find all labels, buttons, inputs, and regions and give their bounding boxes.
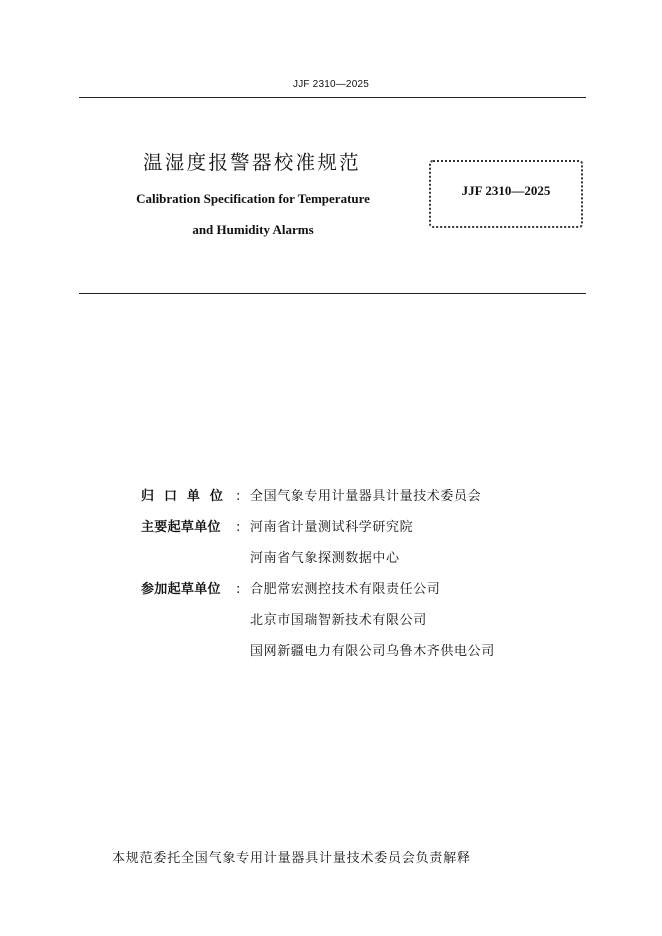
participating-drafting-unit-row (141, 579, 495, 610)
standard-code-box-text: JJF 2310—2025 (461, 183, 551, 198)
participating-drafting-unit-value: 国网新疆电力有限公司乌鲁木齐供电公司 (250, 644, 495, 659)
interpretation-note: 本规范委托全国气象专用计量器具计量技术委员会负责解释 (112, 851, 471, 866)
participating-drafting-unit-row (141, 610, 495, 641)
main-drafting-unit-row (141, 517, 495, 548)
header-divider (79, 97, 586, 98)
responsible-unit-value: 全国气象专用计量器具计量技术委员会 (250, 489, 482, 504)
english-title-line-1: Calibration Specification for Temperature (136, 191, 370, 206)
main-drafting-unit-separator: : (236, 520, 241, 535)
main-drafting-unit-label: 主要起草单位 (141, 520, 221, 535)
standard-code-box (429, 160, 583, 228)
participating-drafting-unit-row (141, 641, 495, 672)
responsible-unit-row (141, 486, 495, 517)
english-title-line-2: and Humidity Alarms (192, 222, 314, 237)
title-divider (79, 293, 586, 294)
responsible-unit-label: 归 口 单 位 (141, 489, 224, 504)
main-drafting-unit-value: 河南省气象探测数据中心 (250, 551, 400, 566)
chinese-title: 温湿度报警器校准规范 (142, 151, 361, 174)
responsible-unit-separator: : (236, 489, 241, 504)
main-drafting-unit-row (141, 548, 495, 579)
participating-drafting-unit-label: 参加起草单位 (141, 582, 221, 597)
participating-drafting-unit-value: 合肥常宏测控技术有限责任公司 (250, 582, 441, 597)
main-drafting-unit-value: 河南省计量测试科学研究院 (250, 520, 414, 535)
participating-drafting-unit-separator: : (236, 582, 241, 597)
participating-drafting-unit-value: 北京市国瑞智新技术有限公司 (250, 613, 427, 628)
drafting-organizations (141, 486, 495, 672)
header-standard-code: JJF 2310—2025 (293, 79, 369, 90)
